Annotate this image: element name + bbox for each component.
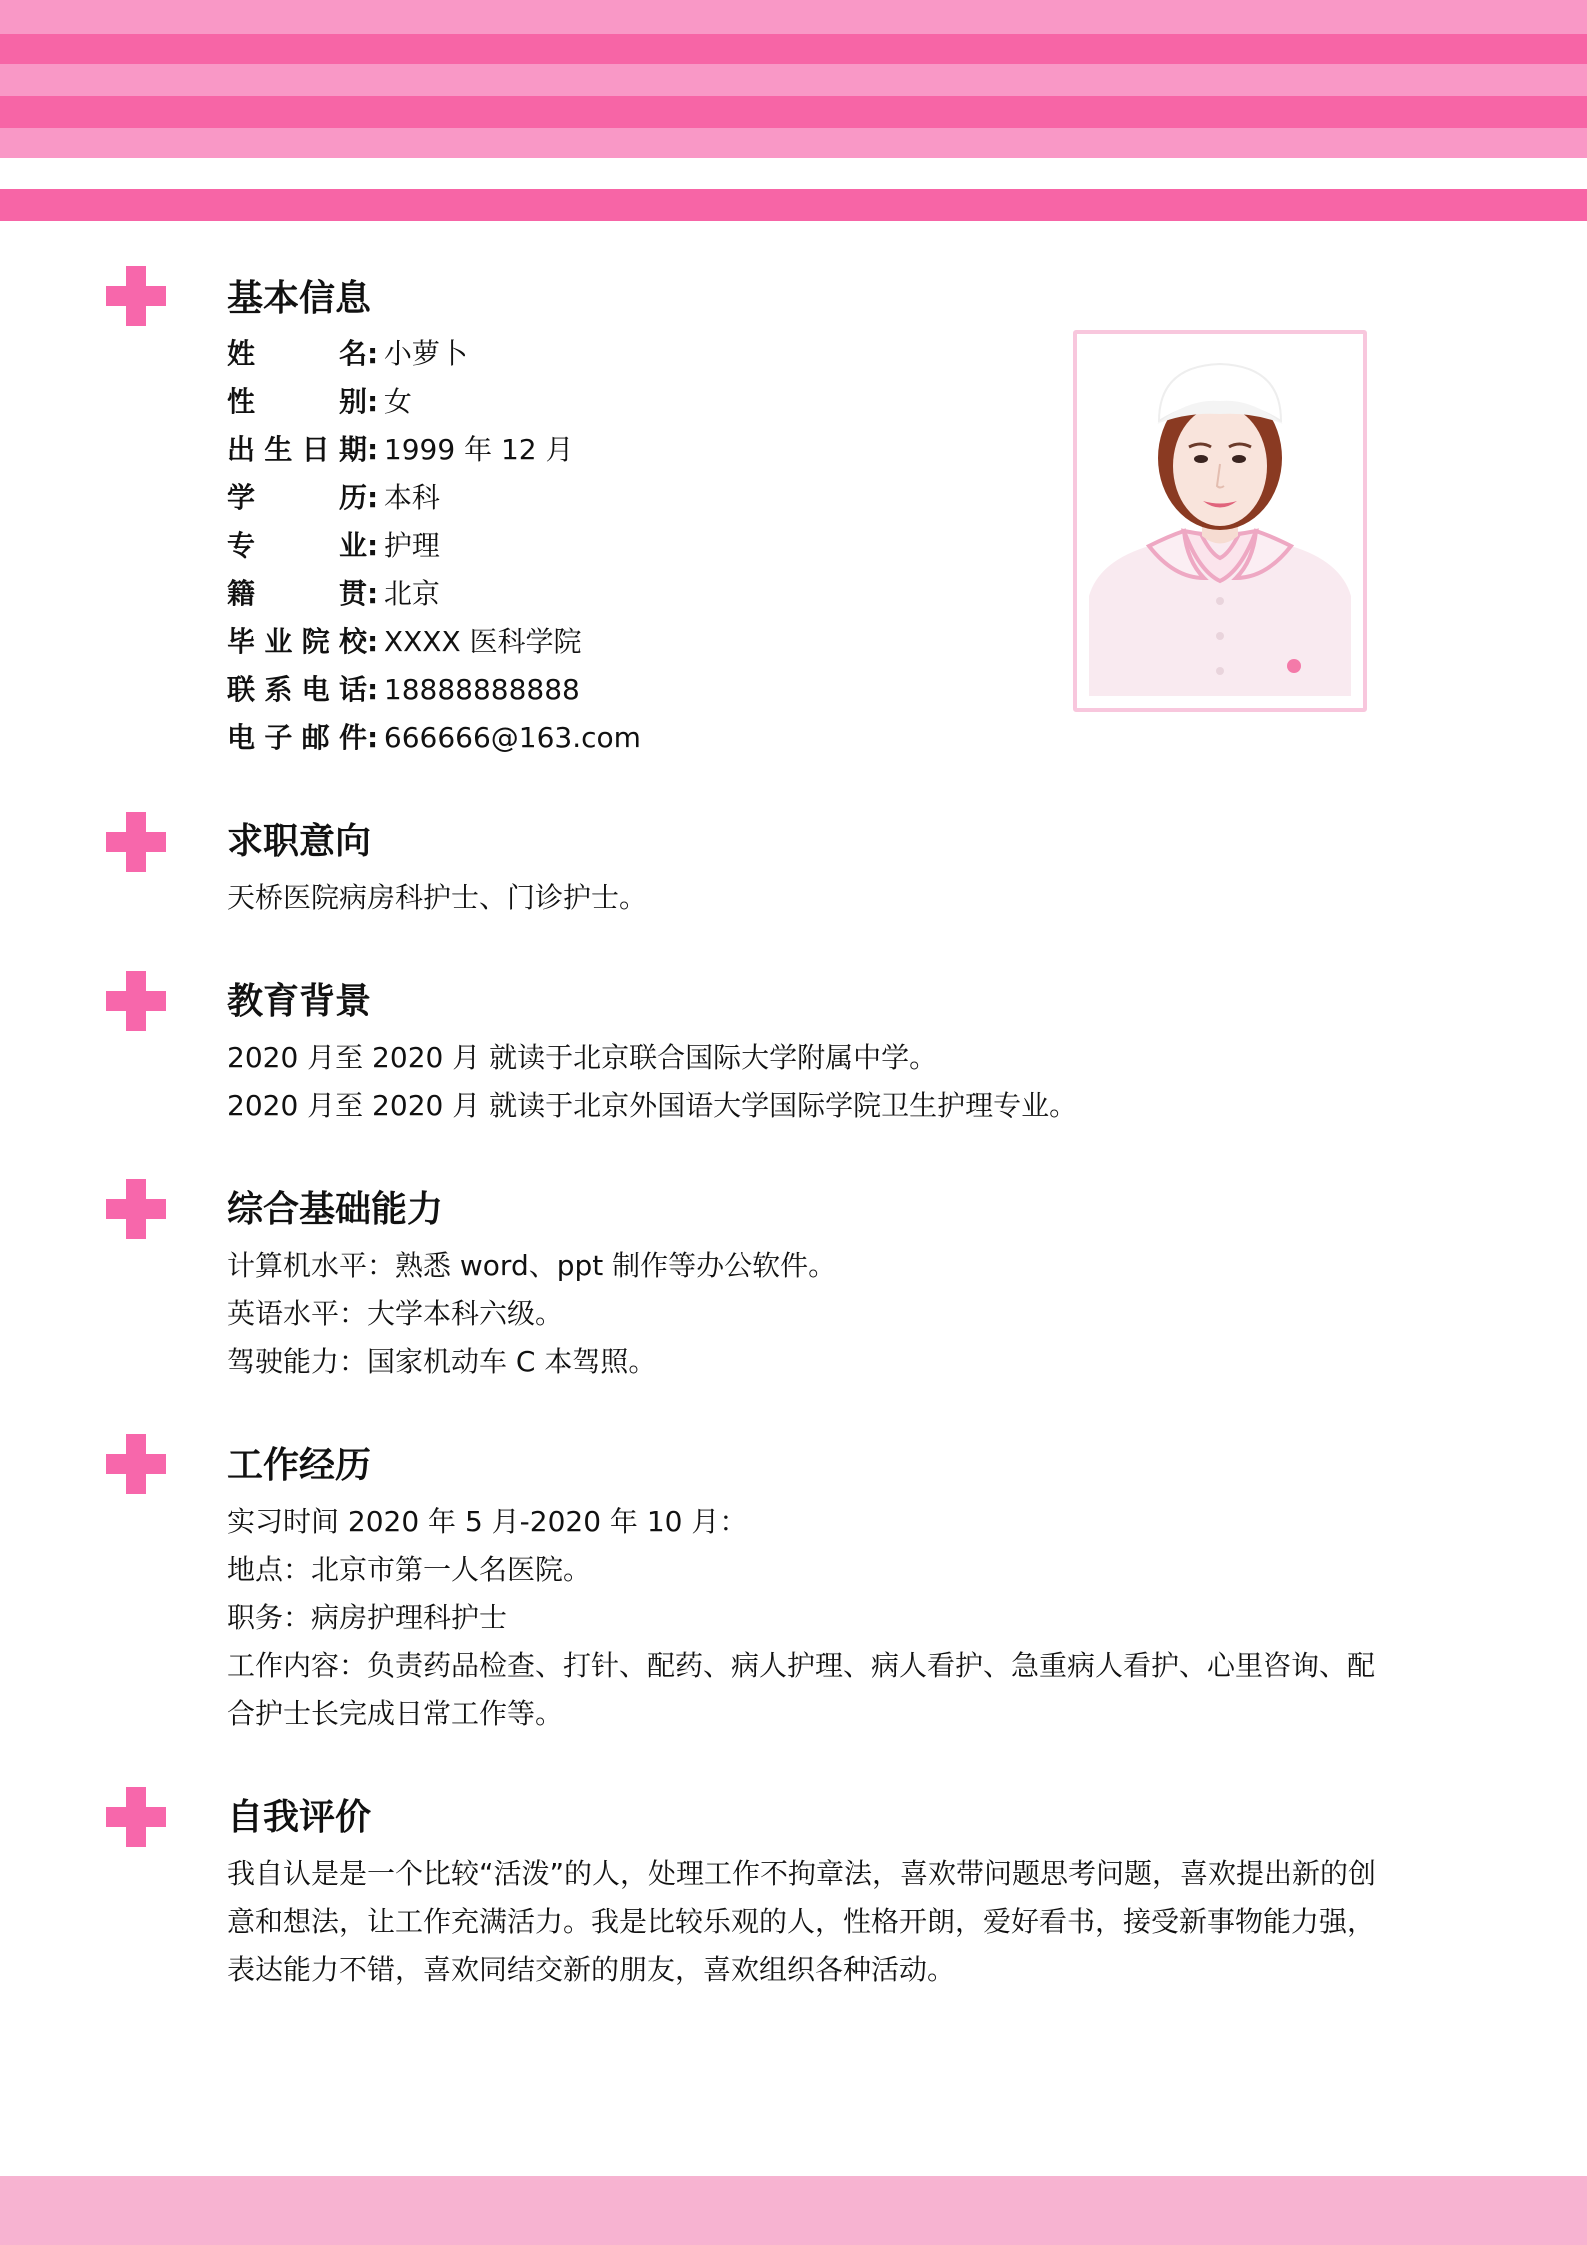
info-label: 专业 — [227, 529, 367, 562]
info-colon: : — [367, 481, 379, 514]
education-body — [227, 1034, 1377, 1130]
job-intention-line: 天桥医院病房科护士、门诊护士。 — [227, 881, 648, 914]
footer-stripe — [0, 2176, 1587, 2245]
info-value: 护理 — [383, 529, 440, 562]
work-line: 地点：北京市第一人名医院。 — [227, 1553, 592, 1586]
info-label: 联系电话 — [227, 673, 367, 706]
info-label: 出生日期 — [227, 433, 367, 466]
info-colon: : — [367, 529, 379, 562]
skills-line: 计算机水平：熟悉 word、ppt 制作等办公软件。 — [227, 1249, 837, 1282]
info-colon: : — [367, 433, 379, 466]
nurse-portrait-photo — [1089, 346, 1351, 696]
work-line: 职务：病房护理科护士 — [227, 1601, 508, 1634]
section-heading-self-evaluation: 自我评价 — [227, 1797, 372, 1838]
info-colon: : — [367, 577, 379, 610]
info-value: 18888888888 — [383, 673, 580, 706]
header-stripe-6 — [0, 96, 1587, 128]
section-heading-work: 工作经历 — [227, 1445, 372, 1486]
info-label: 籍贯 — [227, 577, 367, 610]
self-evaluation-text: 我自认是是一个比较“活泼”的人，处理工作不拘章法，喜欢带问题思考问题，喜欢提出新的创意和想法，让工作充满活力。我是比较乐观的人，性格开朗，爱好看书，接受新事物能力强，表达能力不错，喜欢同结交新的朋友，喜欢组织各种活动。 — [227, 1857, 1377, 1986]
section-heading-education: 教育背景 — [227, 981, 372, 1022]
medical-cross-icon — [106, 1787, 166, 1847]
info-value: 本科 — [383, 481, 440, 514]
info-value: XXXX 医科学院 — [383, 625, 582, 658]
work-duties: 工作内容：负责药品检查、打针、配药、病人护理、病人看护、急重病人看护、心里咨询、配合护士长完成日常工作等。 — [227, 1649, 1376, 1730]
work-line: 实习时间 2020 年 5 月-2020 年 10 月： — [227, 1505, 748, 1538]
skills-line: 驾驶能力：国家机动车 C 本驾照。 — [227, 1345, 657, 1378]
header-stripe-7 — [0, 128, 1587, 158]
medical-cross-icon — [106, 812, 166, 872]
info-colon: : — [367, 337, 379, 370]
info-row-email — [227, 714, 1377, 762]
info-value: 北京 — [383, 577, 440, 610]
info-colon: : — [367, 625, 379, 658]
info-value: 小萝卜 — [383, 337, 468, 370]
header-stripe-5 — [0, 64, 1587, 96]
info-colon: : — [367, 673, 379, 706]
education-line: 2020 月至 2020 月 就读于北京外国语大学国际学院卫生护理专业。 — [227, 1089, 1078, 1122]
info-value: 女 — [383, 385, 412, 418]
medical-cross-icon — [106, 1434, 166, 1494]
info-label: 毕业院校 — [227, 625, 367, 658]
info-label: 学历 — [227, 481, 367, 514]
profile-photo-frame — [1073, 330, 1367, 712]
medical-cross-icon — [106, 266, 166, 326]
info-value: 1999 年 12 月 — [383, 433, 574, 466]
medical-cross-icon — [106, 1179, 166, 1239]
info-colon: : — [367, 385, 379, 418]
medical-cross-icon — [106, 971, 166, 1031]
work-body — [227, 1498, 1377, 1738]
section-heading-job-intention: 求职意向 — [227, 821, 372, 862]
self-evaluation-body — [227, 1850, 1377, 1994]
info-label: 电子邮件 — [227, 721, 367, 754]
education-line: 2020 月至 2020 月 就读于北京联合国际大学附属中学。 — [227, 1041, 938, 1074]
header-stripe-3 — [0, 4, 1587, 34]
info-label: 性别 — [227, 385, 367, 418]
skills-line: 英语水平：大学本科六级。 — [227, 1297, 564, 1330]
job-intention-body — [227, 874, 1377, 922]
info-label: 姓名 — [227, 337, 367, 370]
section-heading-basic-info: 基本信息 — [227, 278, 372, 319]
info-value: 666666@163.com — [383, 721, 641, 754]
header-stripe-8 — [0, 189, 1587, 221]
header-stripe-4 — [0, 34, 1587, 64]
section-heading-skills: 综合基础能力 — [227, 1189, 444, 1230]
skills-body — [227, 1242, 1377, 1386]
info-colon: : — [367, 721, 379, 754]
